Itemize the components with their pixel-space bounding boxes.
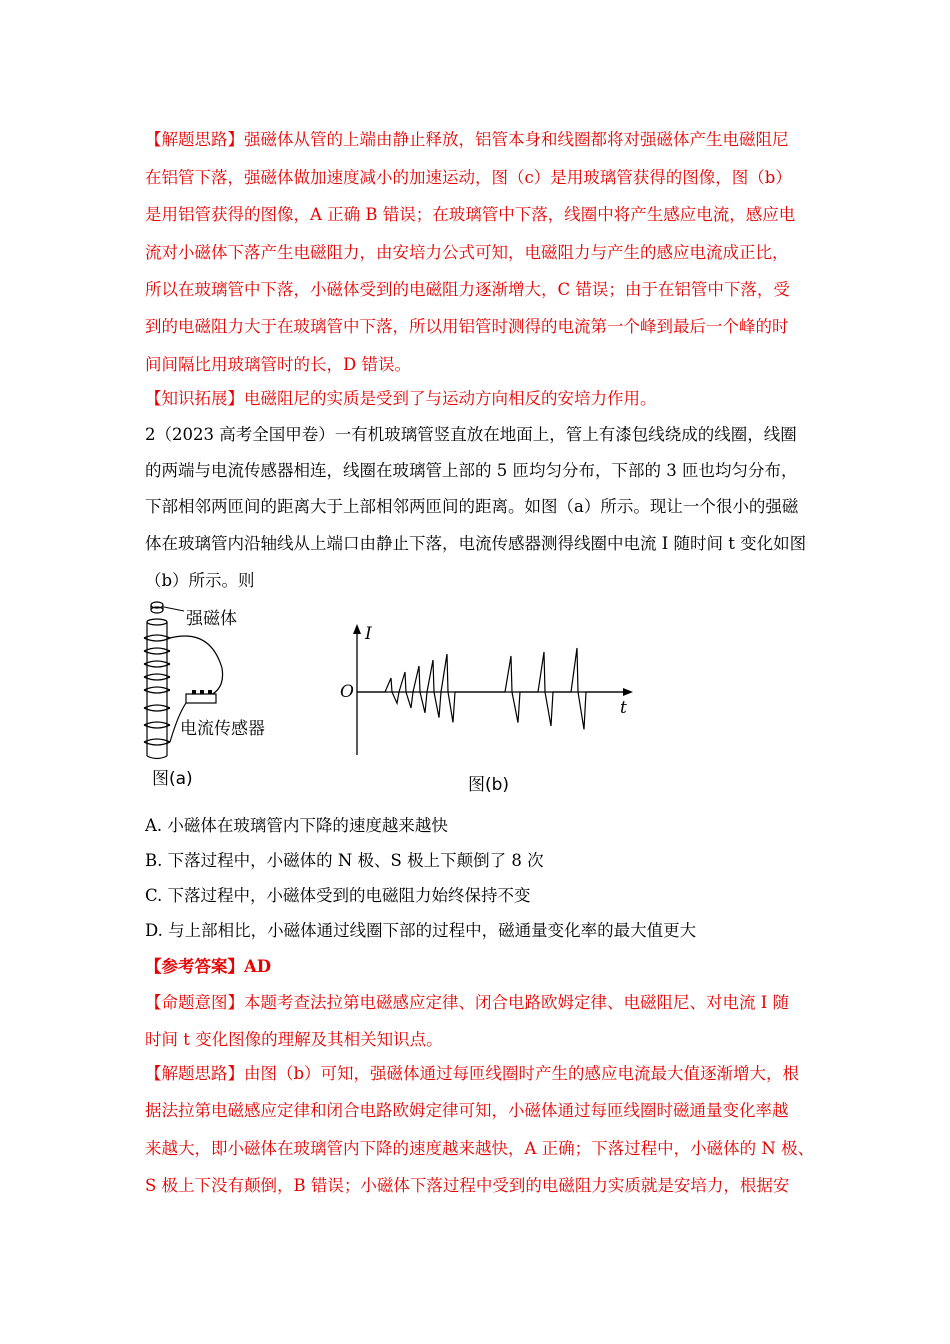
y-axis-label: I: [365, 624, 372, 644]
text-line: 【解题思路】强磁体从管的上端由静止释放，铝管本身和线圈都将对强磁体产生电磁阻尼: [145, 130, 789, 149]
text-line: 【命题意图】本题考查法拉第电磁感应定律、闭合电路欧姆定律、电磁阻尼、对电流 I 随: [145, 993, 790, 1012]
text-line: 所以在玻璃管中下落，小磁体受到的电磁阻力逐渐增大，C 错误；由于在铝管中下落，受: [145, 280, 790, 299]
text-line: 在铝管下落，强磁体做加速度减小的加速运动，图（c）是用玻璃管获得的图像，图（b）: [145, 168, 792, 187]
current-pulse-line: [357, 648, 626, 729]
text-line: 体在玻璃管内沿轴线从上端口由静止下落，电流传感器测得线圈中电流 I 随时间 t 变化如图: [145, 534, 807, 553]
upper-coil: [144, 635, 170, 693]
text-line: A. 小磁体在玻璃管内下降的速度越来越快: [145, 816, 448, 835]
text-line: 据法拉第电磁感应定律和闭合电路欧姆定律可知，小磁体通过每匝线圈时磁通量变化率越: [145, 1101, 789, 1120]
text-line: 间间隔比用玻璃管时的长，D 错误。: [145, 355, 411, 374]
text-line: 时间 t 变化图像的理解及其相关知识点。: [145, 1030, 443, 1049]
text-line: （b）所示。则: [145, 571, 255, 590]
text-line: 【解题思路】由图（b）可知，强磁体通过每匝线圈时产生的感应电流最大值逐渐增大，根: [145, 1064, 800, 1083]
figure-b-caption: 图(b): [468, 775, 510, 795]
current-sensor: [186, 690, 216, 703]
text-line: 下部相邻两匝间的距离大于上部相邻两匝间的距离。如图（a）所示。现让一个很小的强磁: [145, 497, 799, 516]
text-line: 到的电磁阻力大于在玻璃管中下落，所以用铝管时测得的电流第一个峰到最后一个峰的时: [145, 317, 789, 336]
text-line: 的两端与电流传感器相连，线圈在玻璃管上部的 5 匝均匀分布，下部的 3 匝也均匀分布，: [145, 461, 798, 480]
lower-coil: [144, 705, 170, 745]
text-line: 【参考答案】AD: [145, 957, 272, 976]
text-line: D. 与上部相比，小磁体通过线圈下部的过程中，磁通量变化率的最大值更大: [145, 921, 697, 940]
text-line: 流对小磁体下落产生电磁阻力，由安培力公式可知，电磁阻力与产生的感应电流成正比，: [145, 243, 789, 262]
text-line: 2（2023 高考全国甲卷）一有机玻璃管竖直放在地面上，管上有漆包线绕成的线圈，线圈: [145, 425, 797, 444]
text-line: 是用铝管获得的图像，A 正确 B 错误；在玻璃管中下落，线圈中将产生感应电流，感应电: [145, 205, 796, 224]
text-line: 【知识拓展】电磁阻尼的实质是受到了与运动方向相反的安培力作用。: [145, 389, 657, 408]
current-curve: [357, 648, 626, 729]
text-line: 来越大，即小磁体在玻璃管内下降的速度越来越快，A 正确；下落过程中，小磁体的 N 极、: [145, 1139, 815, 1158]
text-line: S 极上下没有颠倒，B 错误；小磁体下落过程中受到的电磁阻力实质就是安培力，根据安: [145, 1176, 790, 1195]
origin-label: O: [340, 682, 354, 702]
figure-b-graph: [330, 620, 640, 760]
figure-a-caption: 图(a): [152, 769, 193, 789]
text-line: C. 下落过程中，小磁体受到的电磁阻力始终保持不变: [145, 886, 531, 905]
text-line: B. 下落过程中，小磁体的 N 极、S 极上下颠倒了 8 次: [145, 851, 544, 870]
sensor-label: 电流传感器: [180, 719, 265, 739]
x-axis-label: t: [620, 698, 627, 718]
magnet-label: 强磁体: [186, 609, 237, 629]
